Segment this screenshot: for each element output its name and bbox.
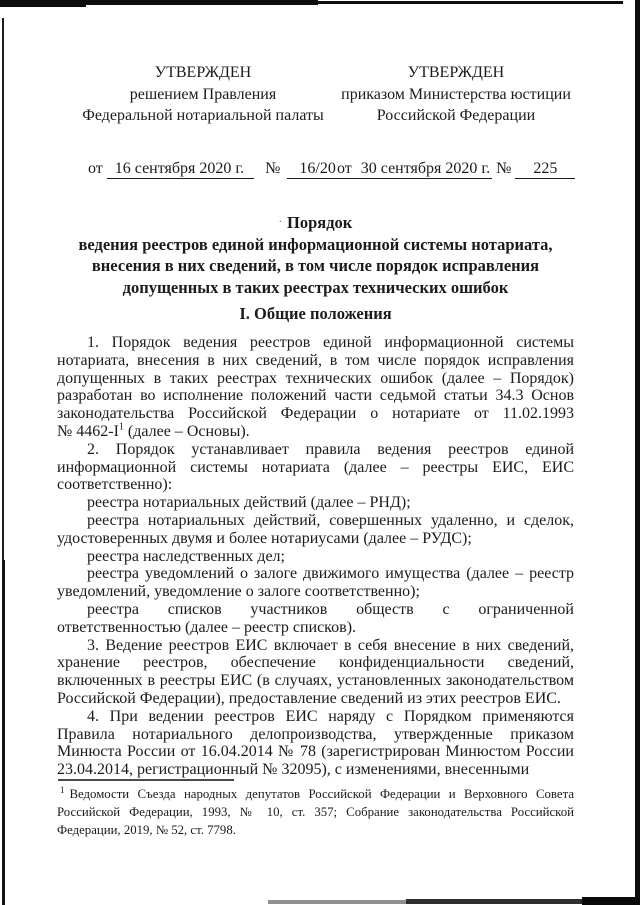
footnote-1 — [57, 785, 574, 839]
number-label: № — [496, 160, 512, 177]
document-title-line — [57, 212, 574, 234]
scan-artifact-top-edge — [86, 0, 318, 5]
footnote-marker: 1 — [60, 784, 65, 795]
document-number: 16/20 — [287, 160, 373, 179]
approval-authority-line: Федеральной нотариальной палаты — [82, 107, 324, 124]
paragraph-3: 3. Ведение реестров ЕИС включает в себя внесение в них сведений, хранение реестров, обеспечение конфиденциальности сведений, включенных в реестры ЕИС (в случаях, установленных законодательством Российской Федерации), предоставление сведений из этих реестров ЕИС. — [57, 636, 574, 707]
scan-artifact-top-edge — [0, 0, 86, 7]
scan-artifact-left-edge — [3, 560, 5, 905]
scan-artifact-bottom-edge — [406, 899, 584, 904]
approval-status: УТВЕРЖДЕН — [407, 64, 505, 81]
approval-status: УТВЕРЖДЕН — [154, 64, 252, 81]
scan-artifact-top-edge — [318, 1, 623, 4]
date-prefix: от — [88, 160, 103, 177]
document-title-line: ведения реестров единой информационной системы нотариата, — [78, 234, 553, 254]
approval-authority-line: Российской Федерации — [376, 107, 536, 124]
date-value: 16 сентября 2020 г. — [107, 160, 254, 179]
approval-authority-line: приказом Министерства юстиции — [341, 85, 571, 103]
paragraph-1-text: (далее – Основы). — [123, 422, 250, 440]
footnote-block — [57, 779, 574, 839]
registry-list-item: реестра уведомлений о залоге движимого имущества (далее – реестр уведомлений, уведомление о залоге соответственно); — [57, 565, 574, 601]
footnote-text: Ведомости Съезда народных депутатов Российской Федерации и Верховного Совета Российской Федерации, 1993, № 10, ст. 357; Собрание законодательства Российской Федерации, 2019, № 52, ст. 7798. — [57, 787, 574, 837]
section-heading-general-provisions: I. Общие положения — [239, 304, 392, 323]
approval-authority-line: решением Правления — [129, 85, 277, 103]
registry-list-item: реестра нотариальных действий (далее – РНД); — [87, 494, 411, 512]
paragraph-1 — [57, 334, 574, 441]
approval-block-fnp — [80, 62, 326, 127]
number-label: № — [265, 160, 281, 177]
approval-date-left — [88, 160, 374, 179]
document-title-text: Порядок — [287, 213, 353, 232]
paragraph-4: 4. При ведении реестров ЕИС наряду с Порядком применяются Правила нотариального делопроизводства, утвержденные приказом Минюста России от 16.04.2014 № 78 (зарегистрирован Минюстом России 23.04.2014, регистрационный № 32095), с изменениями, внесенными — [57, 707, 574, 779]
title-dot-mark: · — [278, 217, 283, 228]
registry-list-item: реестра нотариальных действий, совершенных удаленно, и сделок, удостоверенных двумя и более нотариусами (далее – РУДС); — [57, 511, 574, 547]
paragraph-2: 2. Порядок устанавливает правила ведения реестров единой информационной системы нотариата (далее – реестры ЕИС, ЕИС соответственно): — [57, 440, 574, 494]
document-body — [57, 334, 574, 779]
registry-list-item: реестра списков участников обществ с ограниченной ответственностью (далее – реестр списков). — [57, 600, 574, 636]
registry-list-item: реестра наследственных дел; — [87, 547, 285, 565]
paragraph-1-text: 1. Порядок ведения реестров единой информационной системы нотариата, внесения в них сведений, в том числе порядок исправления допущенных в таких реестрах технических ошибок (далее – Порядок) разработан во исполнение положений части седьмой статьи 34.3 Основ законодательства Российской Федерации о нотариате от 11.02.1993 № 4462-I — [57, 334, 574, 440]
document-title-line: допущенных в таких реестрах технических ошибок — [122, 277, 509, 297]
footnote-reference-1: 1 — [118, 421, 124, 433]
approval-block-minjust — [336, 62, 576, 127]
footnote-divider — [58, 779, 234, 781]
date-prefix: от — [337, 160, 352, 177]
scan-artifact-right-edge — [635, 0, 640, 905]
scan-artifact-bottom-edge — [582, 897, 640, 905]
document-title-line: внесения в них сведений, в том числе порядок исправления — [91, 256, 540, 275]
approval-date-right — [337, 160, 575, 179]
scan-artifact-bottom-edge — [268, 900, 408, 904]
document-title — [57, 212, 574, 298]
date-value: 30 сентября 2020 г. — [356, 160, 492, 179]
document-number: 225 — [515, 160, 575, 179]
